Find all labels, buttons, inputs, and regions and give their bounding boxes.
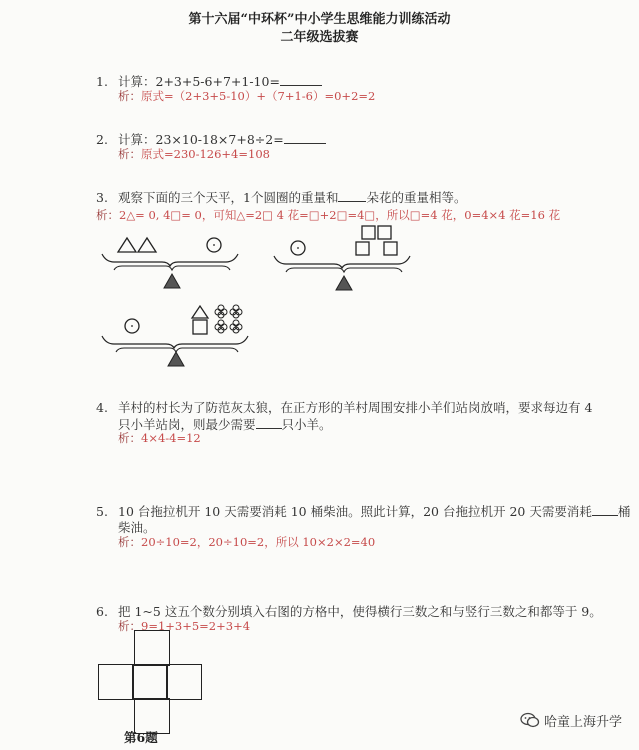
answer-label: 析： [118, 89, 141, 103]
balance-scale-3 [96, 302, 266, 368]
balance-beam-lower [114, 266, 230, 270]
wechat-icon [520, 710, 540, 730]
answer-blank [256, 418, 282, 429]
square-icon [362, 226, 375, 239]
answer-label: 析： [118, 535, 141, 549]
watermark-text: 哈童上海升学 [544, 714, 623, 730]
question-number: 3. [96, 190, 108, 205]
page-subtitle: 二年级选拔赛 [280, 30, 359, 45]
fulcrum-icon [164, 274, 180, 288]
question-3 [96, 188, 466, 206]
question-text-after: 桶 [617, 504, 631, 519]
grid-cell-right[interactable] [166, 664, 202, 700]
grid-cell-center[interactable] [132, 664, 168, 700]
grid-cell-top[interactable] [134, 630, 170, 666]
question-number: 4. [96, 400, 108, 415]
balance-beam [102, 336, 248, 348]
question-text: 把 1~5 这五个数分别填入右图的方格中，使得横行三数之和与竖行三数之和都等于 9。 [118, 604, 602, 619]
question-5 [96, 502, 630, 520]
answer-text: 原式=（2+3+5-10）+（7+1-6）=0+2=2 [141, 89, 376, 103]
answer-label: 析： [96, 208, 119, 222]
question-text: 观察下面的三个天平，1个圆圈的重量和 [118, 190, 339, 205]
balance-beam-lower [286, 268, 402, 272]
answer-label: 析： [118, 619, 141, 633]
figure-caption: 第6题 [124, 730, 158, 745]
flower-icon [215, 320, 227, 333]
question-text-after: 只小羊。 [281, 417, 332, 432]
question-text-line1: 羊村的村长为了防范灰太狼，在正方形的羊村周围安排小羊们站岗放哨，要求每边有 4 [118, 400, 593, 415]
grid-cell-left[interactable] [98, 664, 134, 700]
fulcrum-icon [168, 352, 184, 366]
answer-2 [118, 146, 270, 162]
question-number: 2. [96, 132, 108, 147]
answer-4 [118, 430, 201, 446]
answer-text: 9=1+3+5=2+3+4 [141, 619, 251, 633]
question-number: 5. [96, 504, 108, 519]
answer-blank [280, 75, 322, 86]
watermark [520, 710, 622, 730]
square-icon [356, 242, 369, 255]
question-text: 10 台拖拉机开 10 天需要消耗 10 桶柴油。照此计算，20 台拖拉机开 20 天需要消耗 [118, 504, 592, 519]
answer-text: 20÷10=2，20÷10=2，所以 10×2×2=40 [141, 535, 376, 549]
flower-icon [230, 305, 242, 318]
question-number: 6. [96, 604, 108, 619]
question-text: 只小羊站岗，则最少需要 [118, 417, 256, 432]
square-icon [384, 242, 397, 255]
triangle-icon [192, 306, 208, 318]
answer-blank [338, 191, 366, 202]
flower-icon [230, 320, 242, 333]
answer-1 [118, 88, 375, 104]
square-icon [378, 226, 391, 239]
page-title: 第十六届“中环杯”中小学生思维能力训练活动 [188, 12, 451, 27]
question-text: 计算：2+3+5-6+7+1-10= [118, 74, 280, 89]
balance-scale-2 [268, 222, 428, 292]
question-number: 1. [96, 74, 108, 89]
flower-icon [215, 305, 227, 318]
answer-3 [96, 207, 560, 223]
question-text-line2: 柴油。 [118, 520, 156, 535]
answer-text: 原式=230-126+4=108 [141, 147, 270, 161]
answer-5 [118, 534, 375, 550]
balance-beam-lower [116, 348, 238, 352]
triangle-icon [118, 238, 136, 252]
triangle-icon [138, 238, 156, 252]
square-icon [193, 320, 207, 334]
balance-scale-1 [96, 232, 256, 292]
fulcrum-icon [336, 276, 352, 290]
answer-text: 2△= 0, 4□= 0，可知△=2□ 4 花=□+2□=4□，所以□=4 花，0=4×4 花=16 花 [119, 208, 561, 222]
answer-label: 析： [118, 147, 141, 161]
balance-beam [102, 254, 238, 266]
answer-label: 析： [118, 431, 141, 445]
question-text: 计算：23×10-18×7+8÷2= [118, 132, 284, 147]
answer-blank [284, 133, 326, 144]
answer-blank [592, 505, 618, 516]
question-text-after: 朵花的重量相等。 [366, 190, 467, 205]
answer-text: 4×4-4=12 [141, 431, 201, 445]
question-4 [96, 398, 592, 416]
balance-beam [274, 256, 410, 268]
